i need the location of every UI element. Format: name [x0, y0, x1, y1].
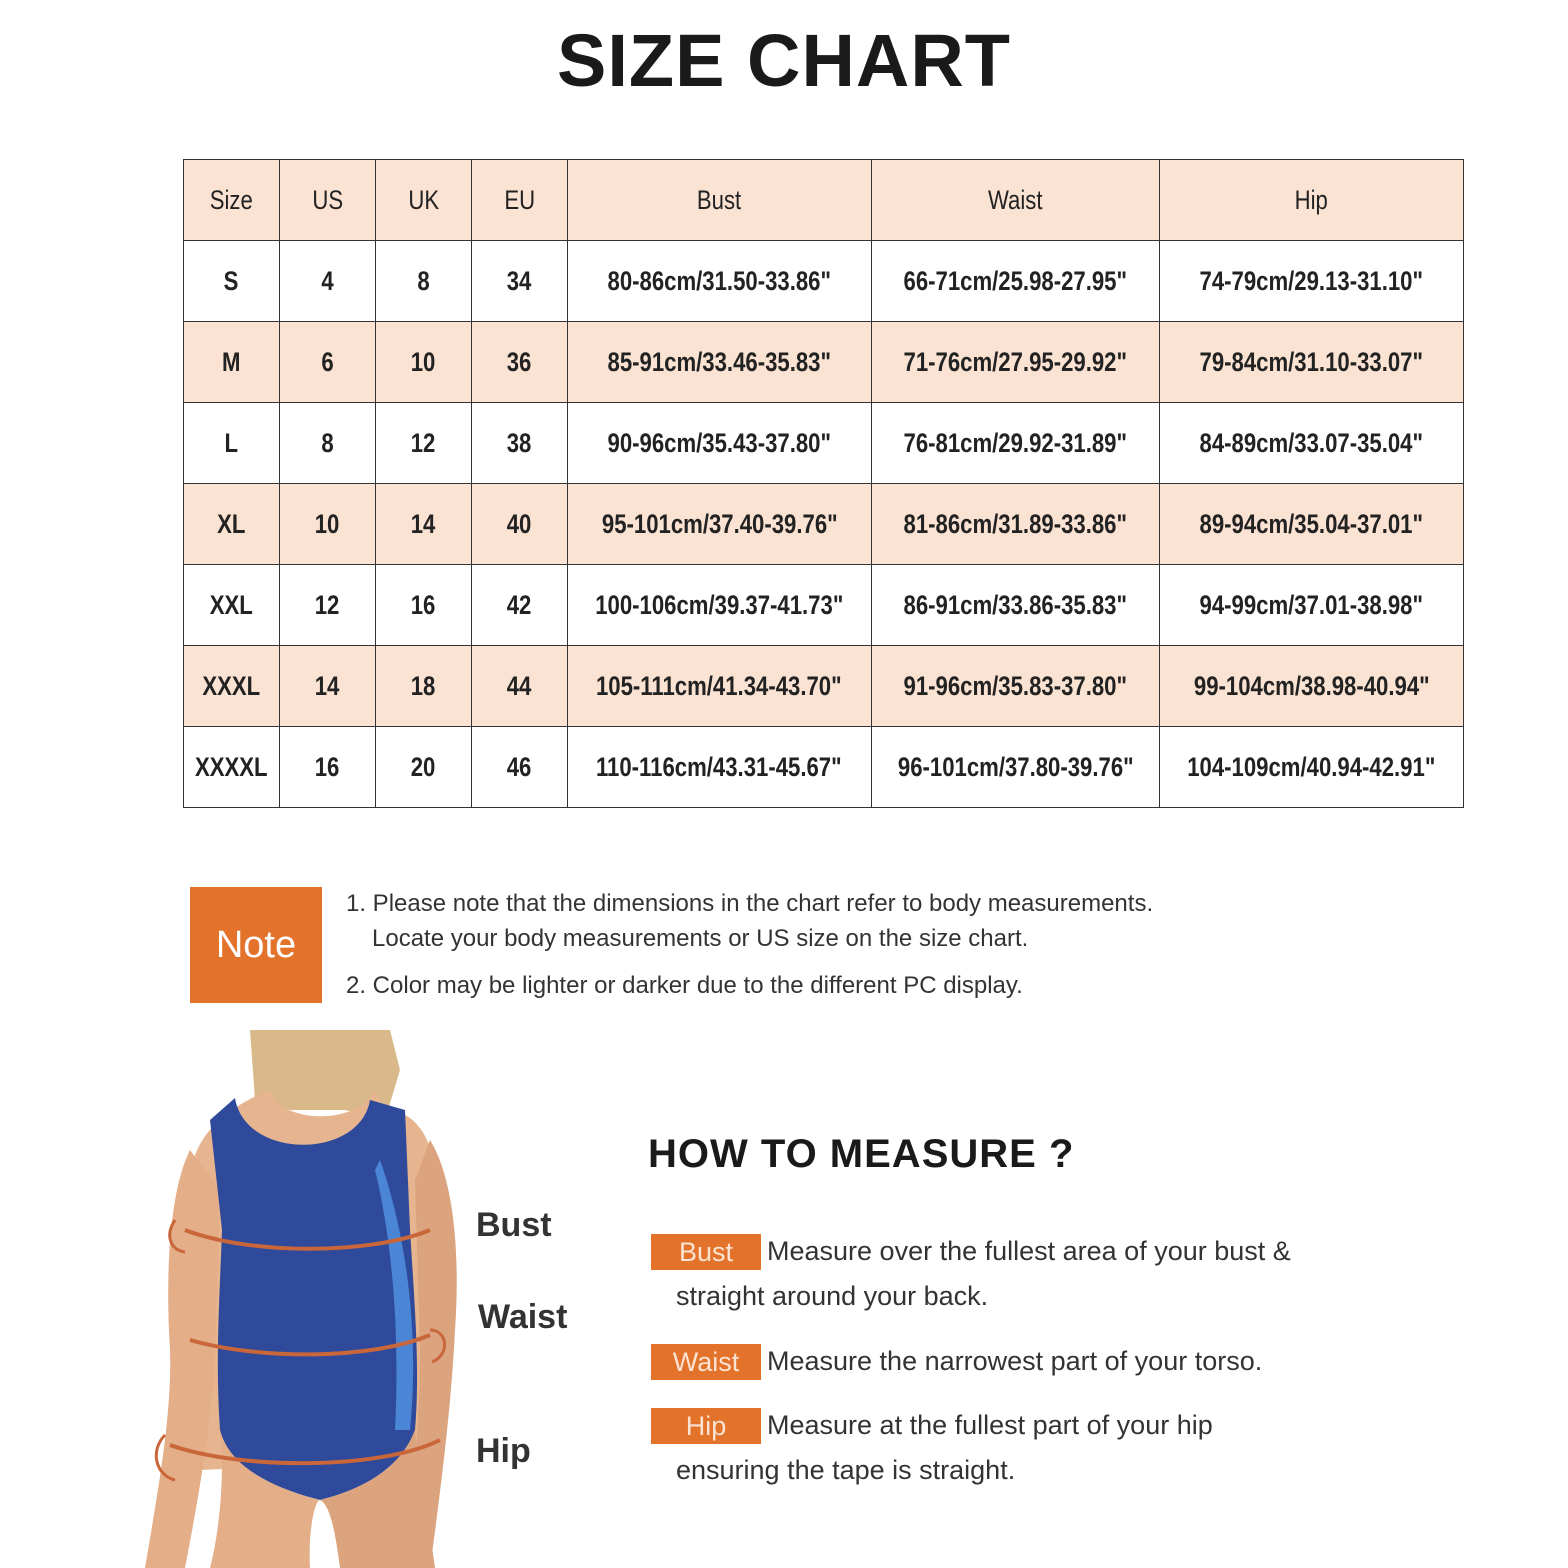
table-cell: 84-89cm/33.07-35.04": [1160, 403, 1464, 484]
note-line-1b: Locate your body measurements or US size on the size chart.: [372, 925, 1029, 952]
table-cell: 8: [376, 241, 472, 322]
table-cell: 81-86cm/31.89-33.86": [871, 484, 1160, 565]
table-cell: 14: [376, 484, 472, 565]
bust-tag: [651, 1234, 761, 1270]
table-cell: 38: [472, 403, 568, 484]
table-cell: 12: [280, 565, 376, 646]
header-us: US: [280, 160, 376, 241]
table-cell: 36: [472, 322, 568, 403]
table-cell: 46: [472, 727, 568, 808]
table-cell: L: [184, 403, 280, 484]
table-row: [184, 403, 1464, 484]
table-cell: 14: [280, 646, 376, 727]
table-cell: 104-109cm/40.94-42.91": [1160, 727, 1464, 808]
page-title: SIZE CHART: [557, 19, 1011, 102]
header-eu: EU: [472, 160, 568, 241]
table-cell: 105-111cm/41.34-43.70": [568, 646, 872, 727]
note-label: Note: [215, 923, 297, 966]
table-cell: 100-106cm/39.37-41.73": [568, 565, 872, 646]
hip-tag: [651, 1408, 761, 1444]
table-cell: 42: [472, 565, 568, 646]
table-cell: 79-84cm/31.10-33.07": [1160, 322, 1464, 403]
table-row: [184, 484, 1464, 565]
table-cell: 40: [472, 484, 568, 565]
hip-tag-label: Hip: [685, 1410, 727, 1441]
bust-tag-label: Bust: [678, 1236, 734, 1267]
hip-instruction: Measure at the fullest part of your hip: [767, 1410, 1213, 1440]
header-size: Size: [184, 160, 280, 241]
table-cell: 91-96cm/35.83-37.80": [871, 646, 1160, 727]
table-row: [184, 322, 1464, 403]
table-cell: M: [184, 322, 280, 403]
waist-instruction: Measure the narrowest part of your torso.: [767, 1346, 1263, 1376]
table-cell: 94-99cm/37.01-38.98": [1160, 565, 1464, 646]
table-cell: 76-81cm/29.92-31.89": [871, 403, 1160, 484]
table-cell: 96-101cm/37.80-39.76": [871, 727, 1160, 808]
table-row: [184, 646, 1464, 727]
table-cell: S: [184, 241, 280, 322]
table-cell: 16: [280, 727, 376, 808]
bust-instruction-cont: straight around your back.: [676, 1281, 989, 1311]
note-line-2: 2. Color may be lighter or darker due to the different PC display.: [346, 972, 1023, 999]
table-cell: 86-91cm/33.86-35.83": [871, 565, 1160, 646]
table-cell: 99-104cm/38.98-40.94": [1160, 646, 1464, 727]
swimsuit-model-figure: [130, 1030, 470, 1568]
swimsuit-shape: [210, 1098, 417, 1500]
table-cell: 85-91cm/33.46-35.83": [568, 322, 872, 403]
note-badge: [190, 887, 322, 1003]
table-cell: 89-94cm/35.04-37.01": [1160, 484, 1464, 565]
table-cell: XL: [184, 484, 280, 565]
how-to-measure-title: HOW TO MEASURE ?: [648, 1132, 1075, 1176]
table-cell: 12: [376, 403, 472, 484]
header-uk: UK: [376, 160, 472, 241]
table-cell: 10: [280, 484, 376, 565]
table-cell: 6: [280, 322, 376, 403]
table-cell: XXXL: [184, 646, 280, 727]
note-line-1: 1. Please note that the dimensions in the chart refer to body measurements.: [346, 890, 1154, 917]
table-cell: XXL: [184, 565, 280, 646]
table-cell: 10: [376, 322, 472, 403]
table-cell: 18: [376, 646, 472, 727]
header-waist: Waist: [871, 160, 1160, 241]
table-cell: 74-79cm/29.13-31.10": [1160, 241, 1464, 322]
waist-tag: [651, 1344, 761, 1380]
table-cell: 66-71cm/25.98-27.95": [871, 241, 1160, 322]
table-cell: XXXXL: [184, 727, 280, 808]
table-cell: 16: [376, 565, 472, 646]
size-table: [183, 159, 1464, 808]
hip-instruction-cont: ensuring the tape is straight.: [676, 1455, 1016, 1485]
table-cell: 110-116cm/43.31-45.67": [568, 727, 872, 808]
table-cell: 90-96cm/35.43-37.80": [568, 403, 872, 484]
table-cell: 8: [280, 403, 376, 484]
header-hip: Hip: [1160, 160, 1464, 241]
table-cell: 4: [280, 241, 376, 322]
table-row: [184, 565, 1464, 646]
table-cell: 71-76cm/27.95-29.92": [871, 322, 1160, 403]
table-header-row: [184, 160, 1464, 241]
waist-tag-label: Waist: [672, 1346, 740, 1377]
header-bust: Bust: [568, 160, 872, 241]
bust-instruction: Measure over the fullest area of your bust &: [767, 1236, 1291, 1266]
table-cell: 80-86cm/31.50-33.86": [568, 241, 872, 322]
table-cell: 20: [376, 727, 472, 808]
table-cell: 95-101cm/37.40-39.76": [568, 484, 872, 565]
figure-label-waist: Waist: [478, 1298, 568, 1336]
table-cell: 44: [472, 646, 568, 727]
table-cell: 34: [472, 241, 568, 322]
table-row: [184, 241, 1464, 322]
figure-label-hip: Hip: [476, 1432, 531, 1470]
table-row: [184, 727, 1464, 808]
figure-label-bust: Bust: [476, 1206, 552, 1244]
